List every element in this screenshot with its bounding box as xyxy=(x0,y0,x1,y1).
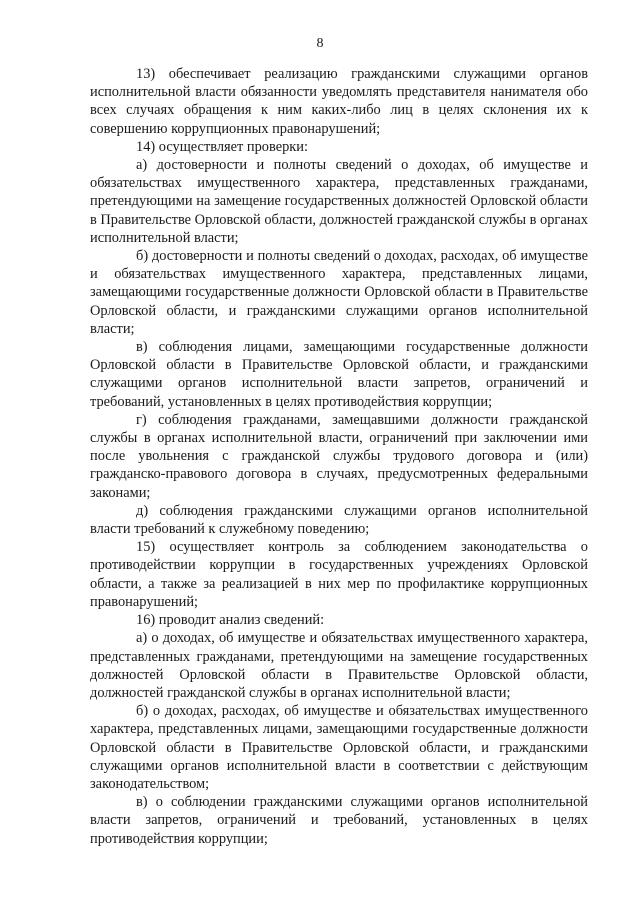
page-number: 8 xyxy=(316,36,324,51)
paragraph-item-14: 14) осуществляет проверки: xyxy=(136,138,308,155)
paragraph-item-14d: д) соблюдения гражданскими служащими органов исполнительной власти требований к служебному поведению; xyxy=(90,502,588,538)
paragraph-item-14a: а) достоверности и полноты сведений о доходах, об имуществе и обязательствах имущественного характера, представленных гражданами, претендующими на замещение государственных должностей Орловской области в Правительстве Орловской области, должностей гражданской службы в органах исполнительной власти; xyxy=(90,157,588,246)
paragraph-item-14g: г) соблюдения гражданами, замещавшими должности гражданской службы в органах исполнительной власти, ограничений при заключении ими после увольнения с гражданской службы трудового договора и (или) гражданско-правового договора в случаях, предусмотренных федеральными законами; xyxy=(90,411,588,501)
paragraph-item-14v: в) соблюдения лицами, замещающими государственные должности Орловской области в Правительстве Орловской области, и гражданскими служащими органов исполнительной власти запретов, ограничений и требований, установленных в целях противодействия коррупции; xyxy=(90,339,588,410)
paragraph-item-15: 15) осуществляет контроль за соблюдением законодательства о противодействии коррупции в государственных учреждениях Орловской области, а также за реализацией в них мер по профилактике коррупционных правонарушений; xyxy=(90,539,588,610)
paragraph-item-14b: б) достоверности и полноты сведений о доходах, расходах, об имуществе и обязательствах имущественного характера, представленных лицами, замещающими государственные должности Орловской области в Правительстве Орловской области, и гражданскими служащими органов исполнительной власти; xyxy=(90,248,588,337)
paragraph-item-13: 13) обеспечивает реализацию гражданскими служащими органов исполнительной власти обязанности уведомлять представителя нанимателя обо всех случаях обращения к ним каких-либо лиц в целях склонения их к совершению коррупционных правонарушений; xyxy=(90,66,588,137)
document-body xyxy=(90,65,588,848)
paragraph-item-16: 16) проводит анализ сведений: xyxy=(136,612,325,629)
paragraph-item-16b: б) о доходах, расходах, об имуществе и обязательствах имущественного характера, представленных лицами, замещающими государственные должности Орловской области в Правительстве Орловской области, и гражданскими служащими органов исполнительной власти в соответствии с действующим законодательством; xyxy=(90,703,588,792)
paragraph-item-16v: в) о соблюдении гражданскими служащими органов исполнительной власти запретов, ограничений и требований, установленных в целях противодействия коррупции; xyxy=(90,794,588,847)
paragraph-item-16a: а) о доходах, об имуществе и обязательствах имущественного характера, представленных гражданами, претендующими на замещение государственных должностей Орловской области в Правительстве Орловской области, должностей гражданской службы в органах исполнительной власти; xyxy=(90,630,588,701)
